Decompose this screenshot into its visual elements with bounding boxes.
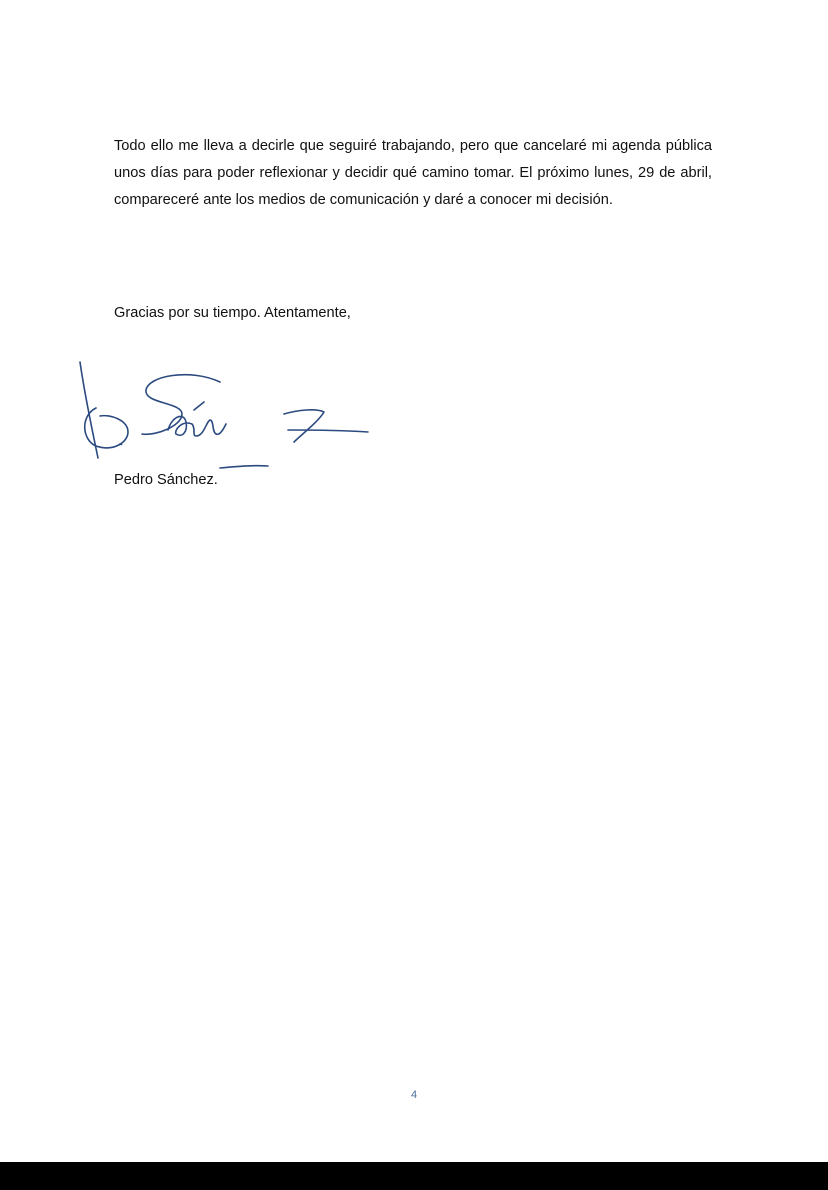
handwritten-signature (70, 350, 380, 490)
letter-closing: Gracias por su tiempo. Atentamente, (114, 305, 351, 321)
signer-name: Pedro Sánchez. (114, 472, 218, 488)
letter-paragraph: Todo ello me lleva a decirle que seguiré trabajando, pero que cancelaré mi agenda pública unos días para poder reflexionar y decidir qué camino tomar. El próximo lunes, 29 de abril, compareceré ante los medios de comunicación y daré a conocer mi decisión. (114, 138, 712, 209)
page-number: 4 (410, 1089, 418, 1101)
bottom-black-bar (0, 1162, 828, 1190)
